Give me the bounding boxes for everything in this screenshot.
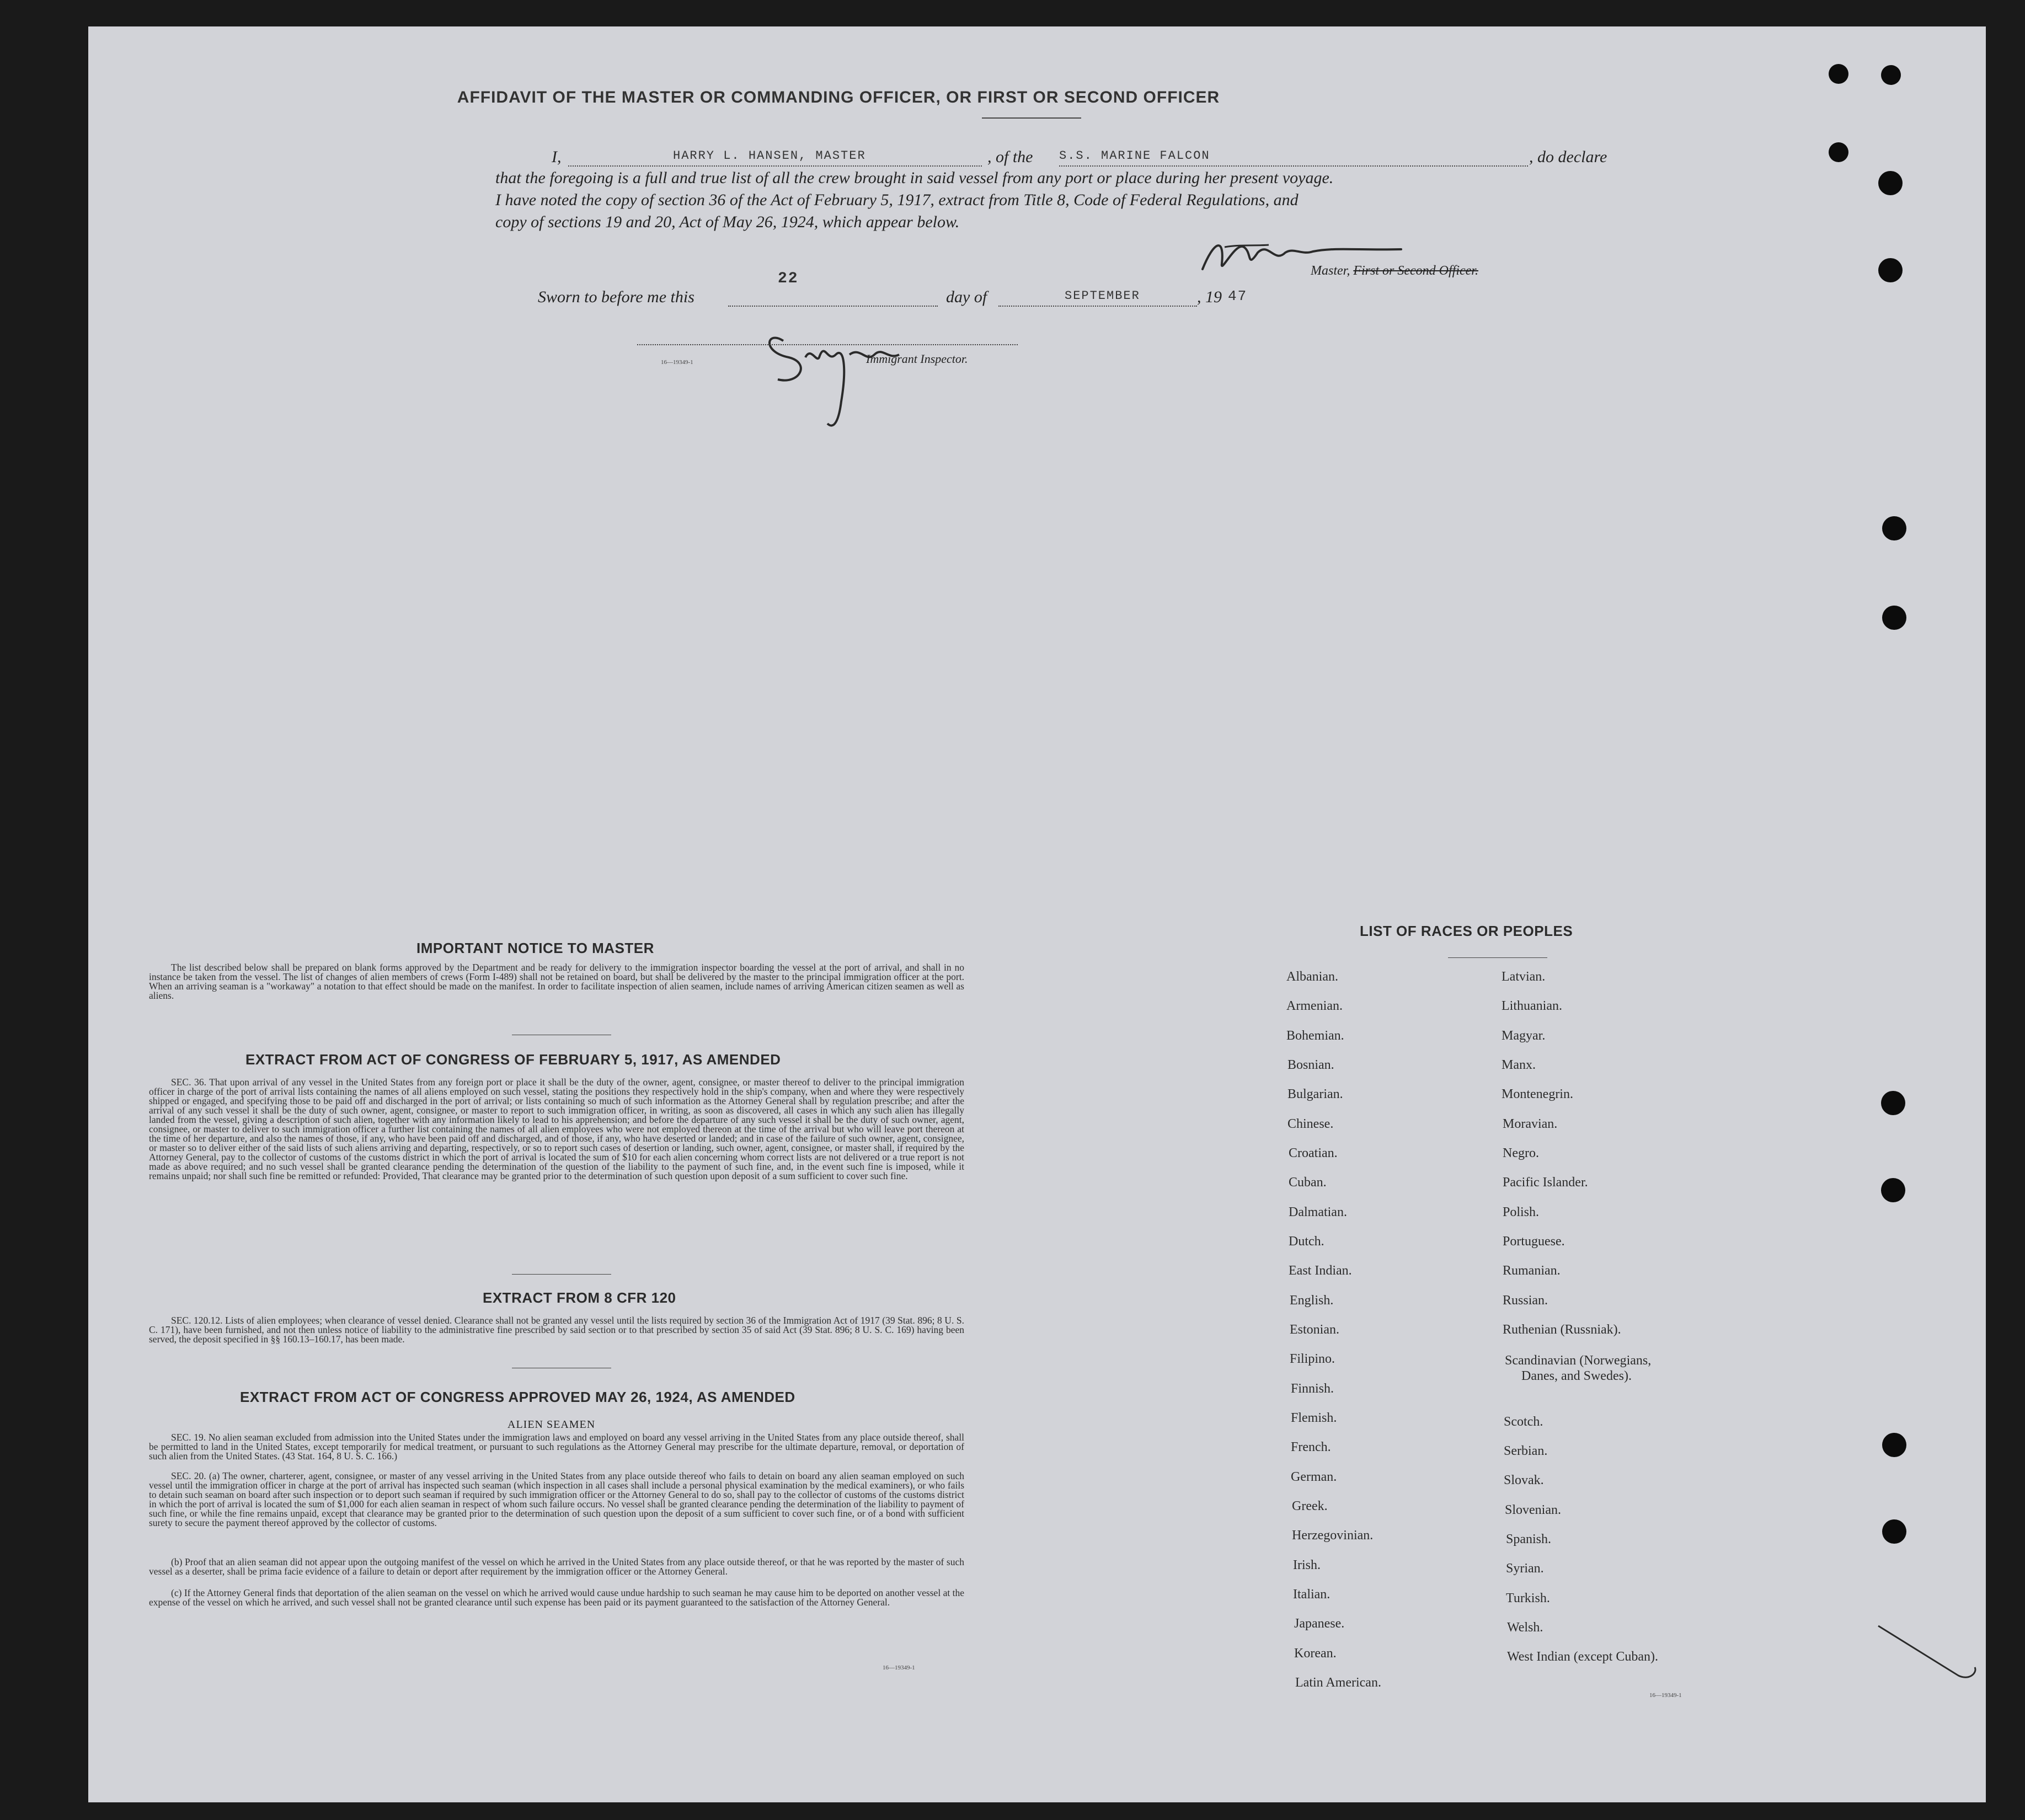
race-item: Danes, and Swedes). [1521,1369,1632,1383]
race-item: Slovenian. [1505,1503,1561,1517]
race-item: Irish. [1293,1558,1321,1572]
sec20b-text: (b) Proof that an alien seaman did not appear upon the outgoing manifest of the vessel on which he arrived in the United States from any place outside thereof, or that he was reported by the master of such vessel as a deserter, shall be prima facie evidence of a failure to detain or deport after requirement by the immigration officer or the Attorney General. [149,1556,964,1577]
affidavit-title: AFFIDAVIT OF THE MASTER OR COMMANDING OFFICER, OR FIRST OR SECOND OFFICER [457,88,1220,106]
race-item: Ruthenian (Russniak). [1503,1323,1621,1337]
divider-2 [512,1274,611,1275]
race-item: Rumanian. [1503,1264,1561,1278]
race-item: Scotch. [1504,1415,1543,1429]
races-underline [1448,957,1547,958]
punch-hole [1882,516,1906,540]
race-item: Dalmatian. [1289,1205,1347,1219]
race-item: Moravian. [1503,1117,1558,1131]
master-caption-prefix: Master, [1311,264,1350,278]
race-item: Scandinavian (Norwegians, [1505,1353,1652,1368]
punch-hole [1829,142,1848,162]
race-item: Bosnian. [1287,1058,1334,1072]
sec19-text: SEC. 19. No alien seaman excluded from admission into the United States under the immigration laws and employed on board any vessel arriving in the United States from any place outside thereof, shall be permitted to land in the United States, except temporarily for medical treatment, or pursuant to such regulations as the Attorney General may prescribe for the ultimate departure, removal, or deportation of such alien from the United States. (43 Stat. 164, 8 U. S. C. 166.) [149,1432,964,1462]
affidavit-do-declare: , do declare [1529,148,1607,166]
race-item: Armenian. [1286,999,1343,1013]
day-of-label: day of [946,288,987,306]
race-item: Spanish. [1506,1532,1552,1546]
race-item: Italian. [1293,1587,1331,1602]
vessel-name-line [1059,165,1528,167]
document-page [88,26,1986,1802]
race-item: Magyar. [1502,1029,1546,1043]
race-item: Flemish. [1291,1411,1337,1425]
race-item: Manx. [1502,1058,1536,1072]
race-item: Estonian. [1290,1323,1339,1337]
inspector-line [637,344,1018,345]
race-item: Turkish. [1506,1591,1550,1605]
extract-1924-title: EXTRACT FROM ACT OF CONGRESS APPROVED MAY 26, 1924, AS AMENDED [240,1389,795,1405]
race-item: Polish. [1503,1205,1540,1219]
punch-hole [1882,1433,1906,1457]
race-item: German. [1291,1470,1337,1484]
extract-1924-subtitle: ALIEN SEAMEN [507,1418,596,1431]
notice-text: The list described below shall be prepared on blank forms approved by the Department and be ready for delivery to the immigration inspector boarding the vessel at the port of arrival, and shall in no instance be taken from the vessel. The list of changes of alien members of crews (Form I-489) shall not be retained on board, but shall be delivered by the master to the principal immigration officer at the port. When an arriving seaman is a "workaway" a notation to that effect should be made on the manifest. In order to facilitate inspection of alien seamen, include names of arriving American citizen seamen as well as aliens. [149,962,964,1001]
extract-cfr-text: SEC. 120.12. Lists of alien employees; when clearance of vessel denied. Clearance shall not be granted any vessel until the lists required by section 36 of the Immigration Act of 1917 (39 Stat. 896; 8 U. S. C. 171), have been furnished, and not then unless notice of liability to the administrative fine prescribed by said section or to that prescribed by section 35 of said Act (39 Stat. 896; 8 U. S. C. 169) having been served, the deposit specified in §§ 160.13–160.17, has been made. [149,1315,964,1345]
master-caption-struck: First or Second Officer. [1353,264,1478,278]
race-item: Slovak. [1504,1473,1544,1487]
race-item: Croatian. [1289,1146,1338,1160]
vessel-name: S.S. MARINE FALCON [1059,149,1210,163]
master-name-line [568,165,982,167]
punch-hole [1878,171,1903,195]
extract-form-number: 16—19349-1 [883,1664,915,1671]
sworn-day: 22 [778,270,799,287]
sworn-month: SEPTEMBER [1065,289,1140,303]
race-item: Greek. [1292,1499,1328,1513]
race-item: Pacific Islander. [1503,1175,1588,1190]
race-item: Serbian. [1504,1444,1548,1458]
notice-title: IMPORTANT NOTICE TO MASTER [416,940,654,956]
month-line [998,306,1197,307]
inspector-signature [750,302,949,435]
race-item: Bulgarian. [1287,1087,1343,1101]
race-item: East Indian. [1289,1264,1352,1278]
race-item: French. [1291,1440,1331,1454]
master-caption [1311,264,1478,279]
race-item: Herzegovinian. [1292,1528,1374,1543]
title-underline [982,117,1081,119]
race-item: Russian. [1503,1293,1548,1308]
race-item: Filipino. [1290,1352,1335,1366]
race-item: West Indian (except Cuban). [1507,1650,1658,1664]
race-item: Latvian. [1502,970,1546,984]
affidavit-line-4: copy of sections 19 and 20, Act of May 26, 1924, which appear below. [495,213,960,231]
year-suffix: 47 [1228,288,1248,304]
year-prefix: , 19 [1197,288,1222,306]
race-item: Welsh. [1507,1620,1543,1635]
race-item: Portuguese. [1503,1234,1565,1249]
punch-hole [1882,606,1906,630]
extract-1917-title: EXTRACT FROM ACT OF CONGRESS OF FEBRUARY 5, 1917, AS AMENDED [245,1051,781,1068]
inspector-form-number: 16—19349-1 [661,359,693,366]
extract-1917-text: SEC. 36. That upon arrival of any vessel in the United States from any foreign port or place it shall be the duty of the owner, agent, consignee, or master thereof to deliver to the principal immigration officer in charge of the port of arrival lists containing the names of all aliens employed on such vessel, stating the positions they respectively hold in the ship's company, when and where they were respectively shipped or engaged, and specifying those to be paid off and discharged in the port of arrival; or lists containing so much of such information as the Attorney General shall by regulation prescribe; and after the arrival of any such vessel it shall be the duty of such owner, agent, consignee, or master to report to such immigration officer, in writing, as soon as discovered, all cases in which any such alien has illegally landed from the vessel, giving a description of such alien, together with any information likely to lead to his apprehension; and before the departure of any such vessel it shall be the duty of such owner, agent, consignee, or master to deliver to such immigration officer a further list containing the names of all alien employees who were not employed thereon at the time of the arrival but who will leave port thereon at the time of her departure, and also the names of those, if any, who have been paid off and discharged, and of those, if any, who have deserted or landed; and in case of the failure of such owner, agent, consignee, or master so to deliver either of the said lists of such aliens arriving and departing, respectively, or so to report such cases of desertion or landing, such owner, agent, consignee, or master shall, if required by the Attorney General, pay to the collector of customs of the customs district in which the port of arrival is located the sum of $10 for each alien concerning whom correct lists are not delivered or a true report is not made as above required; and no such vessel shall be granted clearance pending the determination of the question of the liability to the payment of such fine, and, in the event such fine is imposed, while it remains unpaid; nor shall such fine be remitted or refunded: Provided, That clearance may be granted prior to the determination of such question upon deposit of a sum sufficient to cover such fine. [149,1077,964,1181]
sec20c-text: (c) If the Attorney General finds that deportation of the alien seaman on the vessel on which he arrived would cause undue hardship to such seaman he may cause him to be deported on another vessel at the expense of the vessel on which he arrived, and such vessel shall not be granted clearance until such expense has been paid or its payment guaranteed to the satisfaction of the Attorney General. [149,1587,964,1608]
affidavit-line-2: that the foregoing is a full and true list of all the crew brought in said vessel from any port or place during her present voyage. [495,169,1334,187]
races-title: LIST OF RACES OR PEOPLES [1360,923,1573,939]
race-item: Lithuanian. [1502,999,1562,1013]
punch-hole [1829,64,1848,84]
race-item: Korean. [1294,1646,1337,1661]
race-item: Dutch. [1289,1234,1324,1249]
sec20a-text: SEC. 20. (a) The owner, charterer, agent, consignee, or master of any vessel arriving in the United States from any place outside thereof who fails to detain on board any alien seaman employed on such vessel until the immigration officer in charge at the port of arrival has inspected such seaman (which inspection in all cases shall include a personal physical examination by the medical examiners), or who fails to detain such seaman on board after such inspection or to deport such seaman if required by such immigration officer or the Attorney General to do so, shall pay to the collector of customs of the customs district in which the port of arrival is located the sum of $1,000 for each alien seaman in respect of whom such failure occurs. No vessel shall be granted clearance pending the determination of the liability to payment of such fine, or while the fine remains unpaid, except that clearance may be granted prior to the determination of such question upon the deposit of a sum sufficient to cover such fine, or of a bond with sufficient surety to secure the payment thereof approved by the collector of customs. [149,1470,964,1528]
punch-hole [1878,258,1903,282]
affidavit-of-the: , of the [987,148,1033,166]
punch-hole [1882,1519,1906,1544]
race-item: Albanian. [1286,970,1338,984]
punch-hole [1881,1091,1905,1115]
pencil-mark [1876,1615,1986,1703]
punch-hole [1881,65,1901,85]
race-item: Chinese. [1287,1117,1334,1131]
extract-cfr-title: EXTRACT FROM 8 CFR 120 [483,1289,676,1306]
race-item: Cuban. [1289,1175,1327,1190]
race-item: Japanese. [1294,1616,1345,1631]
races-form-number: 16—19349-1 [1649,1692,1682,1699]
race-item: Negro. [1503,1146,1539,1160]
punch-hole [1881,1178,1905,1202]
master-name: HARRY L. HANSEN, MASTER [673,149,866,163]
race-item: Finnish. [1291,1382,1334,1396]
race-item: Montenegrin. [1502,1087,1573,1101]
affidavit-i: I, [552,148,562,166]
inspector-caption: Immigrant Inspector. [866,352,968,366]
affidavit-line-3: I have noted the copy of section 36 of the Act of February 5, 1917, extract from Title 8, Code of Federal Regulations, and [495,191,1299,209]
sworn-label: Sworn to before me this [538,288,694,306]
race-item: Latin American. [1295,1676,1381,1690]
race-item: English. [1290,1293,1334,1308]
race-item: Bohemian. [1286,1029,1344,1043]
race-item: Syrian. [1506,1561,1544,1576]
